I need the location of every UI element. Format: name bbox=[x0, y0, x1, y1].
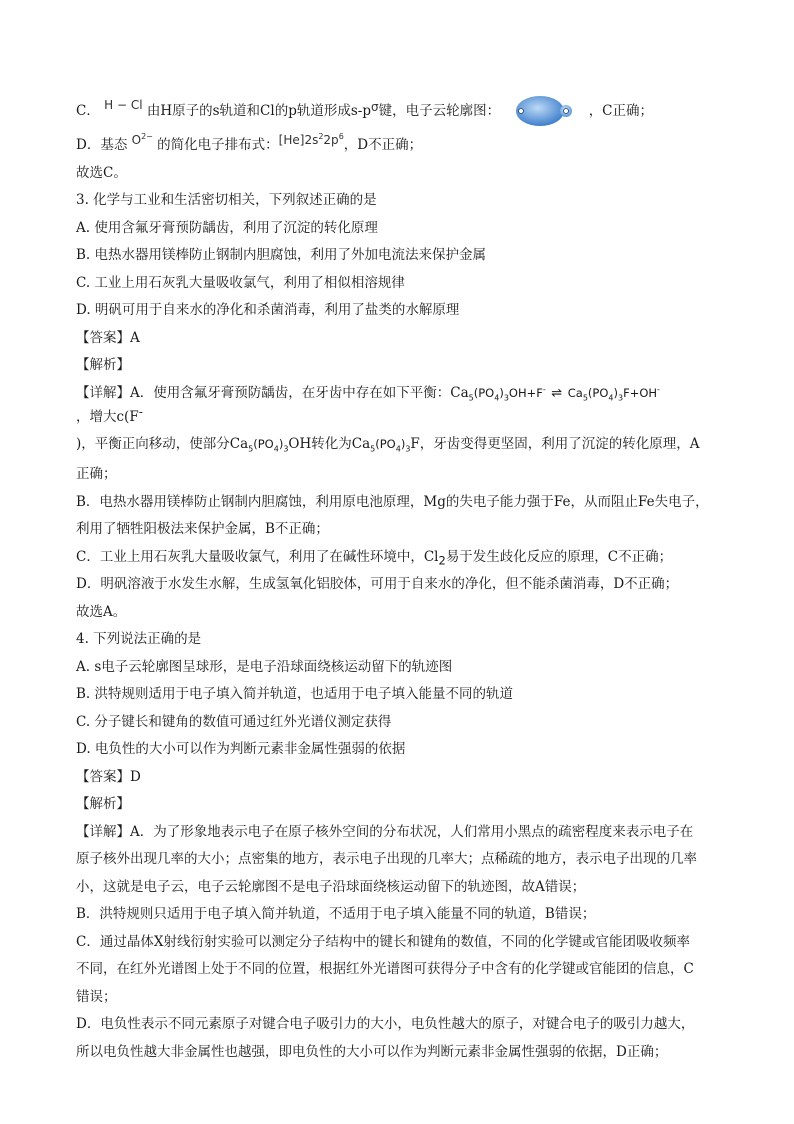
text: (PO bbox=[587, 385, 609, 400]
detail-4-line-8: D．电负性表示不同元素原子对键合电子吸引力的大小，电负性越大的原子，对键合电子的吸引力越大， bbox=[76, 1016, 695, 1032]
text: OH转化为Ca bbox=[288, 436, 371, 452]
text: OH+F bbox=[508, 385, 543, 400]
detail-4-line-9: 所以电负性越大非金属性也越强，即电负性的大小可以作为判断元素非金属性强弱的依据，D正确； bbox=[76, 1043, 668, 1060]
question-3-option-d: D. 明矾可用于自来水的净化和杀菌消毒，利用了盐类的水解原理 bbox=[76, 302, 460, 318]
text: F+OH bbox=[623, 385, 658, 400]
text: (PO bbox=[375, 437, 396, 451]
sub: 3 bbox=[618, 392, 624, 402]
formula bbox=[248, 437, 289, 454]
detail-4-line-7: 错误； bbox=[76, 988, 117, 1005]
h-cl-formula: H − Cl bbox=[104, 98, 143, 112]
option-d-prefix: D．基态 bbox=[76, 137, 128, 153]
choose-c: 故选C。 bbox=[76, 164, 127, 181]
config-p-count: 6 bbox=[338, 132, 344, 141]
text: F，牙齿变得更坚固，利用了沉淀的转化原理，A bbox=[410, 436, 700, 452]
option-c-line bbox=[76, 88, 718, 134]
detail-3-line-2 bbox=[76, 404, 718, 427]
oxygen-ion bbox=[132, 133, 153, 147]
detail-4-line-4: B．洪特规则只适用于电子填入简并轨道，不适用于电子填入能量不同的轨道，B错误； bbox=[76, 906, 596, 922]
question-4: 4. 下列说法正确的是 bbox=[76, 631, 202, 647]
text: Ca bbox=[567, 385, 583, 400]
detail-3-line-1 bbox=[76, 380, 718, 408]
choose-a: 故选A。 bbox=[76, 603, 127, 620]
sup: - bbox=[657, 384, 660, 394]
text: ) bbox=[613, 385, 618, 400]
sub: 4 bbox=[608, 392, 614, 402]
equilibrium-left bbox=[469, 386, 546, 400]
config-s-count: 2 bbox=[318, 132, 324, 141]
formula bbox=[370, 437, 411, 454]
electron-config bbox=[279, 133, 344, 147]
option-c-text2: 键，电子云轮廓图： bbox=[378, 103, 501, 119]
question-3-option-a: A. 使用含氟牙膏预防龋齿，利用了沉淀的转化原理 bbox=[76, 219, 378, 236]
detail-3-line-6: 利用了牺牲阳极法来保护金属，B不正确； bbox=[76, 521, 329, 537]
equilibrium-right bbox=[568, 386, 660, 400]
sub: 3 bbox=[283, 444, 289, 454]
oxygen-symbol: O bbox=[131, 133, 142, 147]
text: (PO bbox=[253, 437, 274, 451]
answer-3: 【答案】A bbox=[76, 329, 140, 346]
sup: - bbox=[138, 404, 143, 419]
sub: 5 bbox=[582, 392, 588, 402]
config-core: [He]2s bbox=[278, 133, 319, 147]
option-c-text1: 由H原子的s轨道和Cl的p轨道形成s-p bbox=[146, 103, 371, 119]
question-4-option-c: C. 分子键长和键角的数值可通过红外光谱仪测定获得 bbox=[76, 713, 392, 730]
question-4-option-a: A. s电子云轮廓图呈球形，是电子沿球面绕核运动留下的轨迹图 bbox=[76, 658, 453, 675]
sub: 4 bbox=[494, 392, 500, 402]
detail-3-line-8: D．明矾溶液于水发生水解，生成氢氧化铝胶体，可用于自来水的净化，但不能杀菌消毒，D不正确； bbox=[76, 576, 679, 592]
analysis-4-heading: 【解析】 bbox=[76, 796, 130, 812]
option-d-text2: ，D不正确； bbox=[343, 137, 423, 153]
option-d-text1: 的简化电子排布式： bbox=[157, 137, 279, 153]
question-4-option-b: B. 洪特规则适用于电子填入简并轨道，也适用于电子填入能量不同的轨道 bbox=[76, 686, 514, 702]
detail-4-line-6: 不同，在红外光谱图上处于不同的位置，根据红外光谱图可获得分子中含有的化学键或官能团的信息，C bbox=[76, 961, 694, 977]
analysis-3-heading: 【解析】 bbox=[76, 357, 130, 373]
text: C．工业上用石灰乳大量吸收氯气，利用了在碱性环境中，Cl bbox=[76, 548, 439, 565]
question-3: 3. 化学与工业和生活密切相关，下列叙述正确的是 bbox=[76, 192, 377, 208]
detail-3-text: 【详解】A．使用含氟牙膏预防龋齿，在牙齿中存在如下平衡：Ca bbox=[76, 384, 469, 401]
detail-3-text: ，增大c(F bbox=[76, 409, 139, 425]
sub: 2 bbox=[438, 553, 446, 568]
detail-4-line-3: 小，这就是电子云，电子云轮廓图不是电子沿球面绕核运动留下的轨迹图，故A错误； bbox=[76, 878, 586, 895]
detail-3-line-7 bbox=[76, 544, 718, 572]
equilibrium-arrow-icon: ⇌ bbox=[551, 385, 563, 401]
question-4-option-d: D. 电负性的大小可以作为判断元素非金属性强弱的依据 bbox=[76, 741, 406, 757]
sub: 4 bbox=[273, 444, 279, 454]
text: ) bbox=[400, 437, 406, 451]
detail-4-line-1: 【详解】A．为了形象地表示电子在原子核外空间的分布状况，人们常用小黑点的疏密程度来表示电子在 bbox=[76, 823, 694, 840]
text: ) bbox=[499, 385, 504, 400]
question-3-option-c: C. 工业上用石灰乳大量吸收氯气，利用了相似相溶规律 bbox=[76, 274, 405, 291]
sub: 4 bbox=[395, 444, 401, 454]
sub: 5 bbox=[468, 392, 474, 402]
detail-4-line-2: 原子核外出现几率的大小；点密集的地方，表示电子出现的几率大；点稀疏的地方，表示电子出现的几率 bbox=[76, 851, 697, 867]
option-c-prefix: C． bbox=[76, 103, 100, 119]
detail-3-line-3 bbox=[76, 427, 718, 461]
text: ) bbox=[278, 437, 284, 451]
sigma-symbol: σ bbox=[370, 100, 379, 114]
text: (PO bbox=[473, 385, 495, 400]
sup: - bbox=[542, 384, 546, 394]
detail-3-text: )，平衡正向移动，使部分Ca bbox=[76, 436, 249, 452]
question-3-option-b: B. 电热水器用镁棒防止钢制内胆腐蚀，利用了外加电流法来保护金属 bbox=[76, 247, 487, 263]
answer-4: 【答案】D bbox=[76, 768, 141, 785]
sub: 3 bbox=[405, 444, 411, 454]
electron-cloud-diagram-icon bbox=[510, 89, 580, 135]
document-page bbox=[76, 88, 718, 1066]
option-c-text3: ，C正确； bbox=[588, 103, 654, 119]
detail-3-line-4: 正确； bbox=[76, 466, 117, 482]
detail-4-line-5: C．通过晶体X射线衍射实验可以测定分子结构中的键长和键角的数值，不同的化学键或官能团吸收频率 bbox=[76, 933, 690, 950]
sub: 3 bbox=[503, 392, 509, 402]
config-p: 2p bbox=[323, 133, 339, 147]
sub: 5 bbox=[370, 444, 376, 454]
text: 易于发生歧化反应的原理，C不正确； bbox=[445, 548, 673, 565]
oxygen-charge: 2− bbox=[141, 132, 153, 141]
detail-3-line-5: B．电热水器用镁棒防止钢制内胆腐蚀，利用原电池原理，Mg的失电子能力强于Fe，从而阻止Fe失电子， bbox=[76, 493, 709, 510]
option-d-line bbox=[76, 132, 718, 160]
sub: 5 bbox=[248, 444, 254, 454]
